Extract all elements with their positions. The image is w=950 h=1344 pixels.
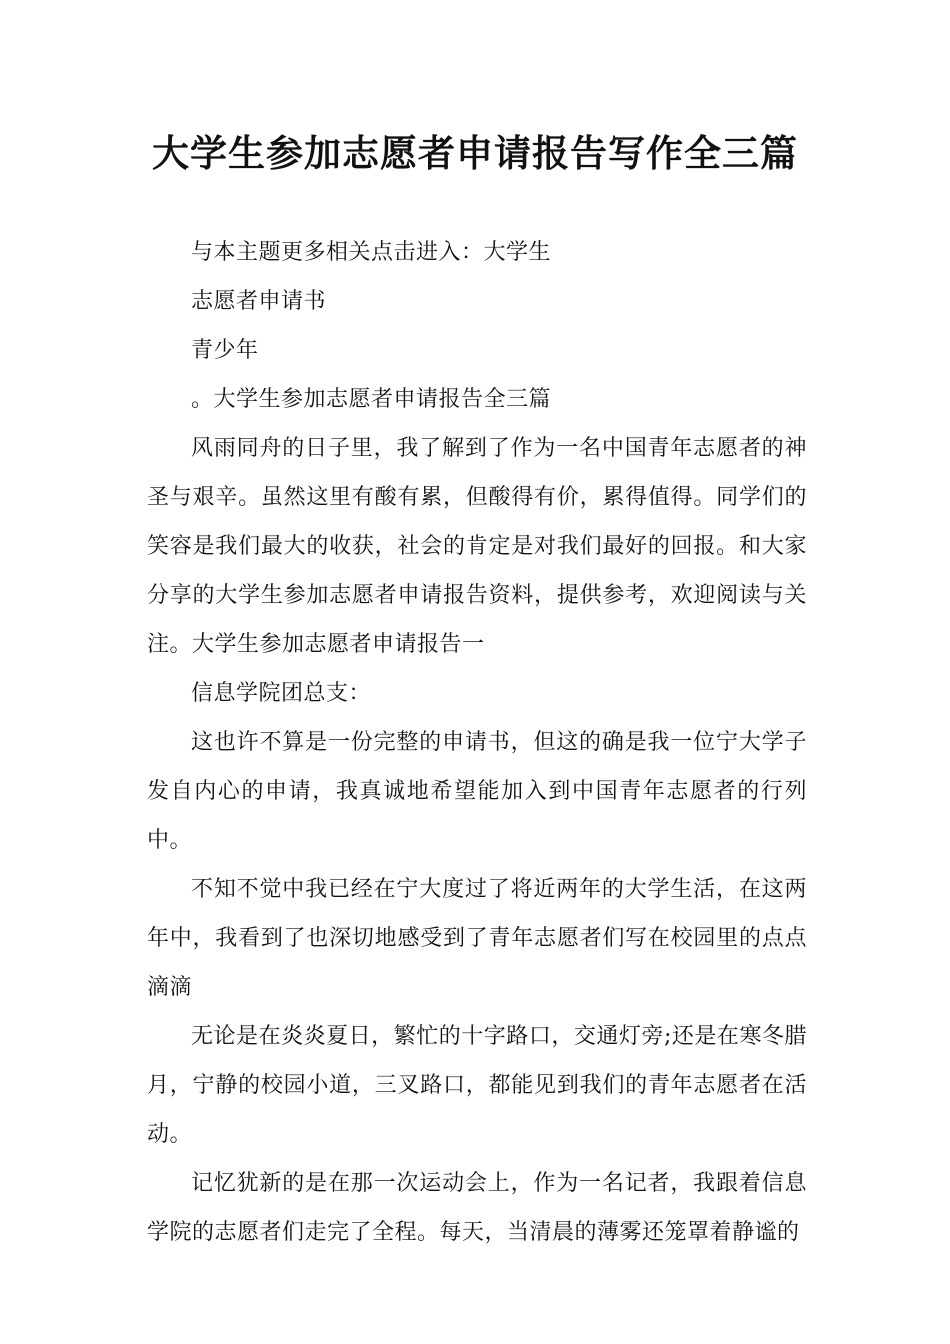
- paragraph-two-years: 不知不觉中我已经在宁大度过了将近两年的大学生活，在这两年中，我看到了也深切地感受到了青年志愿者们写在校园里的点点滴滴: [147, 877, 807, 1000]
- subheading-line: 。大学生参加志愿者申请报告全三篇: [191, 387, 552, 412]
- paragraph-salutation: 信息学院团总支：: [191, 681, 372, 706]
- paragraph-seasons: 无论是在炎炎夏日，繁忙的十字路口，交通灯旁;还是在寒冬腊月，宁静的校园小道，三叉路口，都能见到我们的青年志愿者在活动。: [147, 1024, 807, 1147]
- paragraph-intro: 风雨同舟的日子里，我了解到了作为一名中国青年志愿者的神圣与艰辛。虽然这里有酸有累，但酸得有价，累得值得。同学们的笑容是我们最大的收获，社会的肯定是对我们最好的回报。和大家分享的大学生参加志愿者申请报告资料，提供参考，欢迎阅读与关注。大学生参加志愿者申请报告一: [147, 436, 807, 657]
- paragraph-sports-meet: 记忆犹新的是在那一次运动会上，作为一名记者，我跟着信息学院的志愿者们走完了全程。每天，当清晨的薄雾还笼罩着静谧的: [147, 1171, 807, 1245]
- paragraph-application: 这也许不算是一份完整的申请书，但这的确是我一位宁大学子发自内心的申请，我真诚地希望能加入到中国青年志愿者的行列中。: [147, 730, 807, 853]
- related-volunteer-line: 志愿者申请书: [191, 289, 327, 314]
- document-body: [147, 228, 807, 1257]
- document-title: 大学生参加志愿者申请报告写作全三篇: [152, 132, 798, 175]
- related-youth-line: 青少年: [191, 338, 259, 363]
- related-topics-line: 与本主题更多相关点击进入：大学生: [191, 240, 552, 265]
